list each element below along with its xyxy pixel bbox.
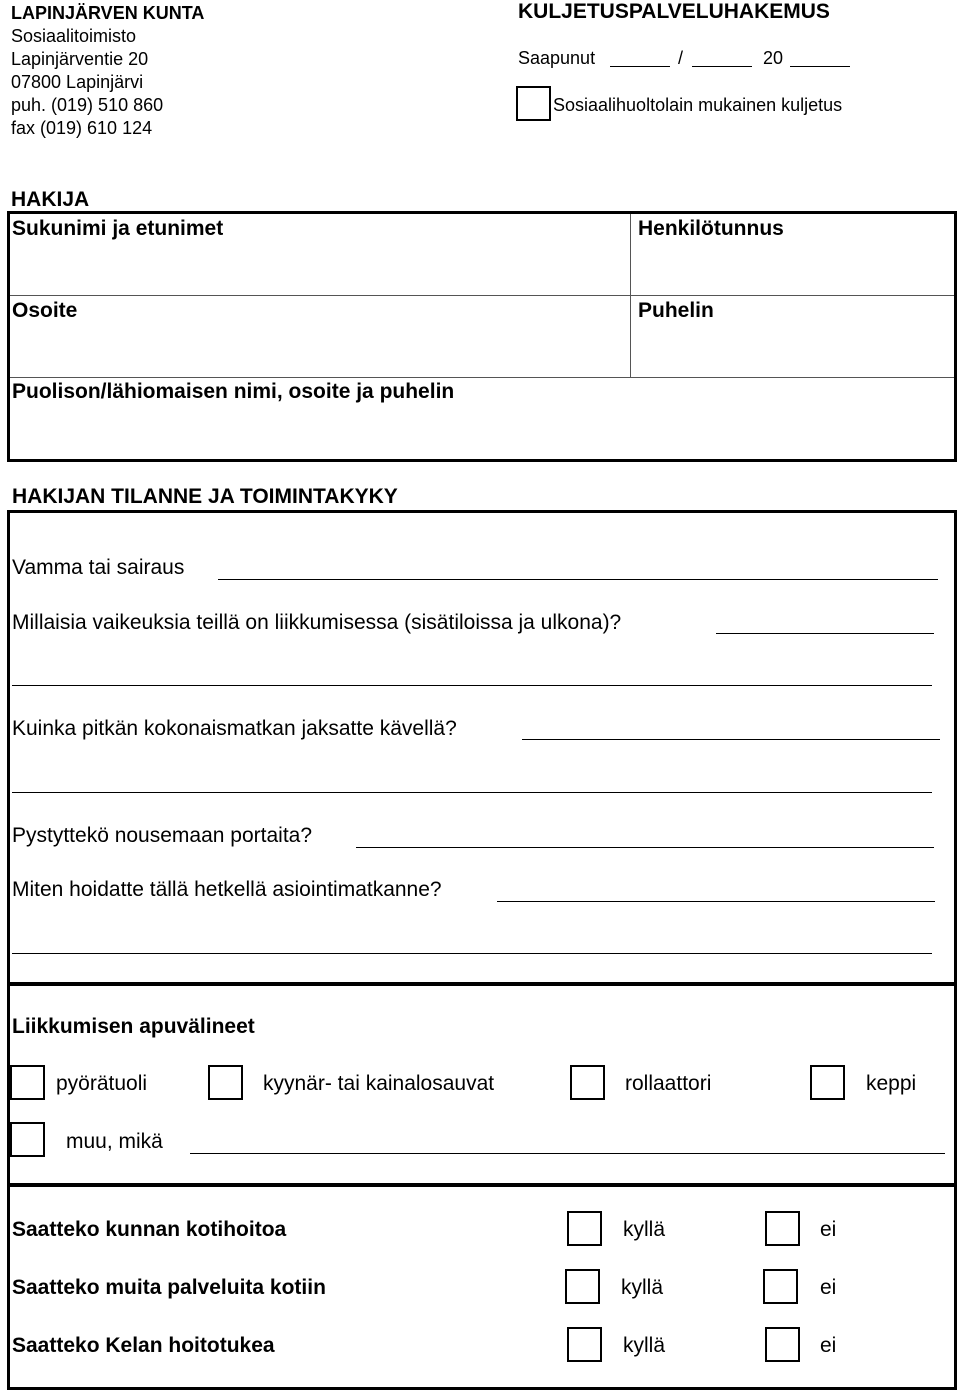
other-services-no-label: ei [820, 1276, 837, 1299]
org-postal: 07800 Lapinjärvi [11, 72, 144, 92]
disability-question: Vamma tai sairaus [12, 556, 185, 579]
home-care-question: Saatteko kunnan kotihoitoa [12, 1218, 287, 1241]
mobility-answer-line-1[interactable] [716, 633, 934, 634]
errands-question: Miten hoidatte tällä hetkellä asiointimatkanne? [12, 878, 442, 901]
applicant-box [7, 211, 957, 462]
org-street: Lapinjärventie 20 [11, 49, 149, 69]
org-fax: fax (019) 610 124 [11, 118, 153, 138]
rollator-checkbox[interactable] [570, 1065, 605, 1100]
cane-label: keppi [866, 1072, 917, 1095]
crutches-checkbox[interactable] [208, 1065, 243, 1100]
org-name: LAPINJÄRVEN KUNTA [11, 3, 205, 23]
disability-answer-line[interactable] [218, 579, 938, 580]
received-label: Saapunut [518, 48, 596, 68]
walk-distance-answer-line-2[interactable] [12, 792, 932, 793]
errands-answer-line-2[interactable] [12, 953, 932, 954]
form-title: KULJETUSPALVELUHAKEMUS [518, 0, 830, 23]
stairs-answer-line[interactable] [356, 847, 934, 848]
home-care-no-checkbox[interactable] [765, 1211, 800, 1246]
walk-distance-question: Kuinka pitkän kokonaismatkan jaksatte kävellä? [12, 717, 457, 740]
cane-checkbox[interactable] [810, 1065, 845, 1100]
crutches-label: kyynär- tai kainalosauvat [263, 1072, 495, 1095]
social-transport-checkbox[interactable] [516, 86, 551, 121]
address-field-label: Osoite [12, 299, 78, 322]
other-services-no-checkbox[interactable] [763, 1269, 798, 1304]
other-services-yes-checkbox[interactable] [565, 1269, 600, 1304]
applicant-row-divider-2 [10, 377, 954, 378]
received-day-line[interactable] [610, 66, 670, 67]
kela-allowance-yes-checkbox[interactable] [567, 1327, 602, 1362]
other-aid-label: muu, mikä [66, 1130, 163, 1153]
phone-field-label: Puhelin [638, 299, 714, 322]
kela-allowance-yes-label: kyllä [623, 1334, 666, 1357]
received-year-line[interactable] [790, 66, 850, 67]
kela-allowance-no-checkbox[interactable] [765, 1327, 800, 1362]
other-aid-answer-line[interactable] [190, 1153, 945, 1154]
mobility-question: Millaisia vaikeuksia teillä on liikkumisessa (sisätiloissa ja ulkona)? [12, 611, 622, 634]
applicant-section-title: HAKIJA [11, 188, 90, 211]
errands-answer-line-1[interactable] [497, 901, 935, 902]
other-services-yes-label: kyllä [621, 1276, 664, 1299]
name-field-label: Sukunimi ja etunimet [12, 217, 224, 240]
home-care-yes-label: kyllä [623, 1218, 666, 1241]
mobility-answer-line-2[interactable] [12, 685, 932, 686]
kela-allowance-no-label: ei [820, 1334, 837, 1357]
spouse-field-label: Puolison/lähiomaisen nimi, osoite ja puhelin [12, 380, 455, 403]
received-year: 20 [763, 48, 784, 68]
stairs-question: Pystyttekö nousemaan portaita? [12, 824, 313, 847]
received-separator: / [678, 48, 684, 68]
situation-box [7, 510, 957, 985]
situation-section-title: HAKIJAN TILANNE JA TOIMINTAKYKY [12, 485, 398, 508]
social-transport-label: Sosiaalihuoltolain mukainen kuljetus [553, 95, 843, 115]
org-phone: puh. (019) 510 860 [11, 95, 164, 115]
kela-allowance-question: Saatteko Kelan hoitotukea [12, 1334, 275, 1357]
home-care-no-label: ei [820, 1218, 837, 1241]
applicant-row-divider-1 [10, 295, 954, 296]
other-services-question: Saatteko muita palveluita kotiin [12, 1276, 326, 1299]
other-aid-checkbox[interactable] [10, 1122, 45, 1157]
org-department: Sosiaalitoimisto [11, 26, 137, 46]
wheelchair-label: pyörätuoli [56, 1072, 148, 1095]
aids-section-title: Liikkumisen apuvälineet [12, 1015, 255, 1038]
received-month-line[interactable] [692, 66, 752, 67]
rollator-label: rollaattori [625, 1072, 712, 1095]
ssn-field-label: Henkilötunnus [638, 217, 784, 240]
home-care-yes-checkbox[interactable] [567, 1211, 602, 1246]
walk-distance-answer-line-1[interactable] [522, 739, 940, 740]
wheelchair-checkbox[interactable] [10, 1065, 45, 1100]
